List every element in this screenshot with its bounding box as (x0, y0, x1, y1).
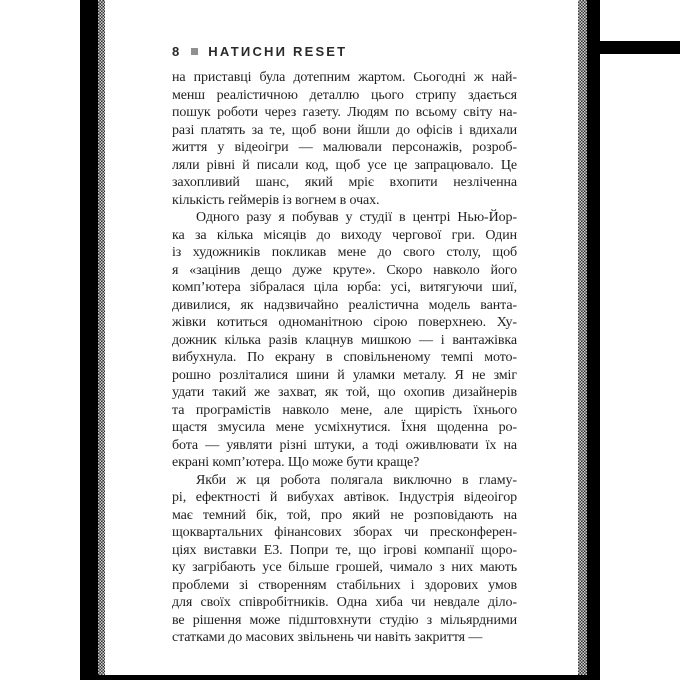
text-line: кількість геймерів із вогнем в очах. (172, 192, 380, 208)
text-line: життя у відеоігри — малювали персонажів, розроб- (172, 140, 517, 155)
text-line: ціях виставки E3. Попри те, що ігрові компанії щоро- (172, 542, 517, 558)
text-line: захопливий шанс, який мріє вхопити незліченна (172, 175, 517, 190)
text-line: Одного разу я побував у студії в центрі Нью-Йор- (196, 210, 517, 225)
text-line: щоквартальних фінансових зборах чи пресконферен- (172, 525, 517, 540)
text-line: дожник кілька разів клацнув мишкою — і вантажівка (172, 332, 517, 348)
text-line: має темний бік, той, про який не розповідають на (172, 507, 517, 523)
text-line: рі, ефектності й вибухах автівок. Індустрія відеоігор (172, 490, 517, 505)
text-line: вибухнула. По екрану в сповільненому темпі мото- (172, 350, 517, 365)
text-line: на приставці була дотепним жартом. Сьогодні ж най- (172, 70, 517, 85)
right-binding-bar (587, 0, 600, 680)
text-line: разі платять за те, щоб вони йшли до офісів і вдихали (172, 122, 517, 138)
text-line: статками до масових звільнень чи навіть закриття — (172, 630, 483, 645)
body-text (172, 69, 517, 647)
left-binding-bar (80, 0, 98, 680)
text-line: Якби ж ця робота полягала виключно в гламу- (196, 472, 517, 488)
text-line: ляли рівні й писали код, щоб усе це запрацювало. Це (172, 157, 517, 173)
text-line: жівки котиться одноманітною сірою поверхнею. Ху- (172, 315, 517, 330)
text-line: я «зацінив дещо дуже круте». Скоро навколо його (172, 262, 517, 278)
text-line: комп’ютера зібралася ціла юрба: усі, витягуючи шиї, (172, 280, 517, 295)
text-line: проблеми зі створенням стабільних і здорових умов (172, 577, 517, 593)
text-line: бота — уявляти різні штуки, а тоді оживлювати їх на (172, 437, 517, 453)
bottom-edge-bar (80, 675, 600, 680)
text-line: щастя змусила мене усміхнутися. Їхня щоденна ро- (172, 420, 517, 435)
text-line: ве рішення може підштовхнути студію з мільярдними (172, 612, 517, 628)
left-dither-edge (98, 0, 105, 680)
text-line: менш реалістичною деталлю цього стрипу здається (172, 87, 517, 103)
text-line: пошук роботи через газету. Людям по всьому світу на- (172, 105, 517, 120)
running-head (172, 44, 347, 59)
page-number: 8 (172, 44, 180, 59)
text-line: та програмістів навколо мене, але щирість їхнього (172, 402, 517, 418)
text-line: рошно розліталися шини й уламки металу. Я не зміг (172, 367, 517, 383)
text-line: удати такий же захват, як той, що охопив дизайнерів (172, 385, 517, 400)
right-tab-bar (600, 41, 680, 54)
text-line: ка за кілька місяців до виходу чергової гри. Один (172, 227, 517, 243)
text-line: для своїх співробітників. Одна хиба чи невдале діло- (172, 595, 517, 610)
text-line: екрані комп’ютера. Що може бути краще? (172, 455, 420, 470)
text-line: дивилися, як надзвичайно реалістична модель ванта- (172, 297, 517, 313)
text-line: із художників покликав мене до свого столу, щоб (172, 245, 517, 260)
square-bullet-icon (191, 48, 198, 55)
right-dither-edge (578, 0, 587, 680)
chapter-title: НАТИСНИ RESET (208, 44, 348, 59)
text-line: ку загрібають усе більше грошей, чимало з них мають (172, 560, 517, 575)
